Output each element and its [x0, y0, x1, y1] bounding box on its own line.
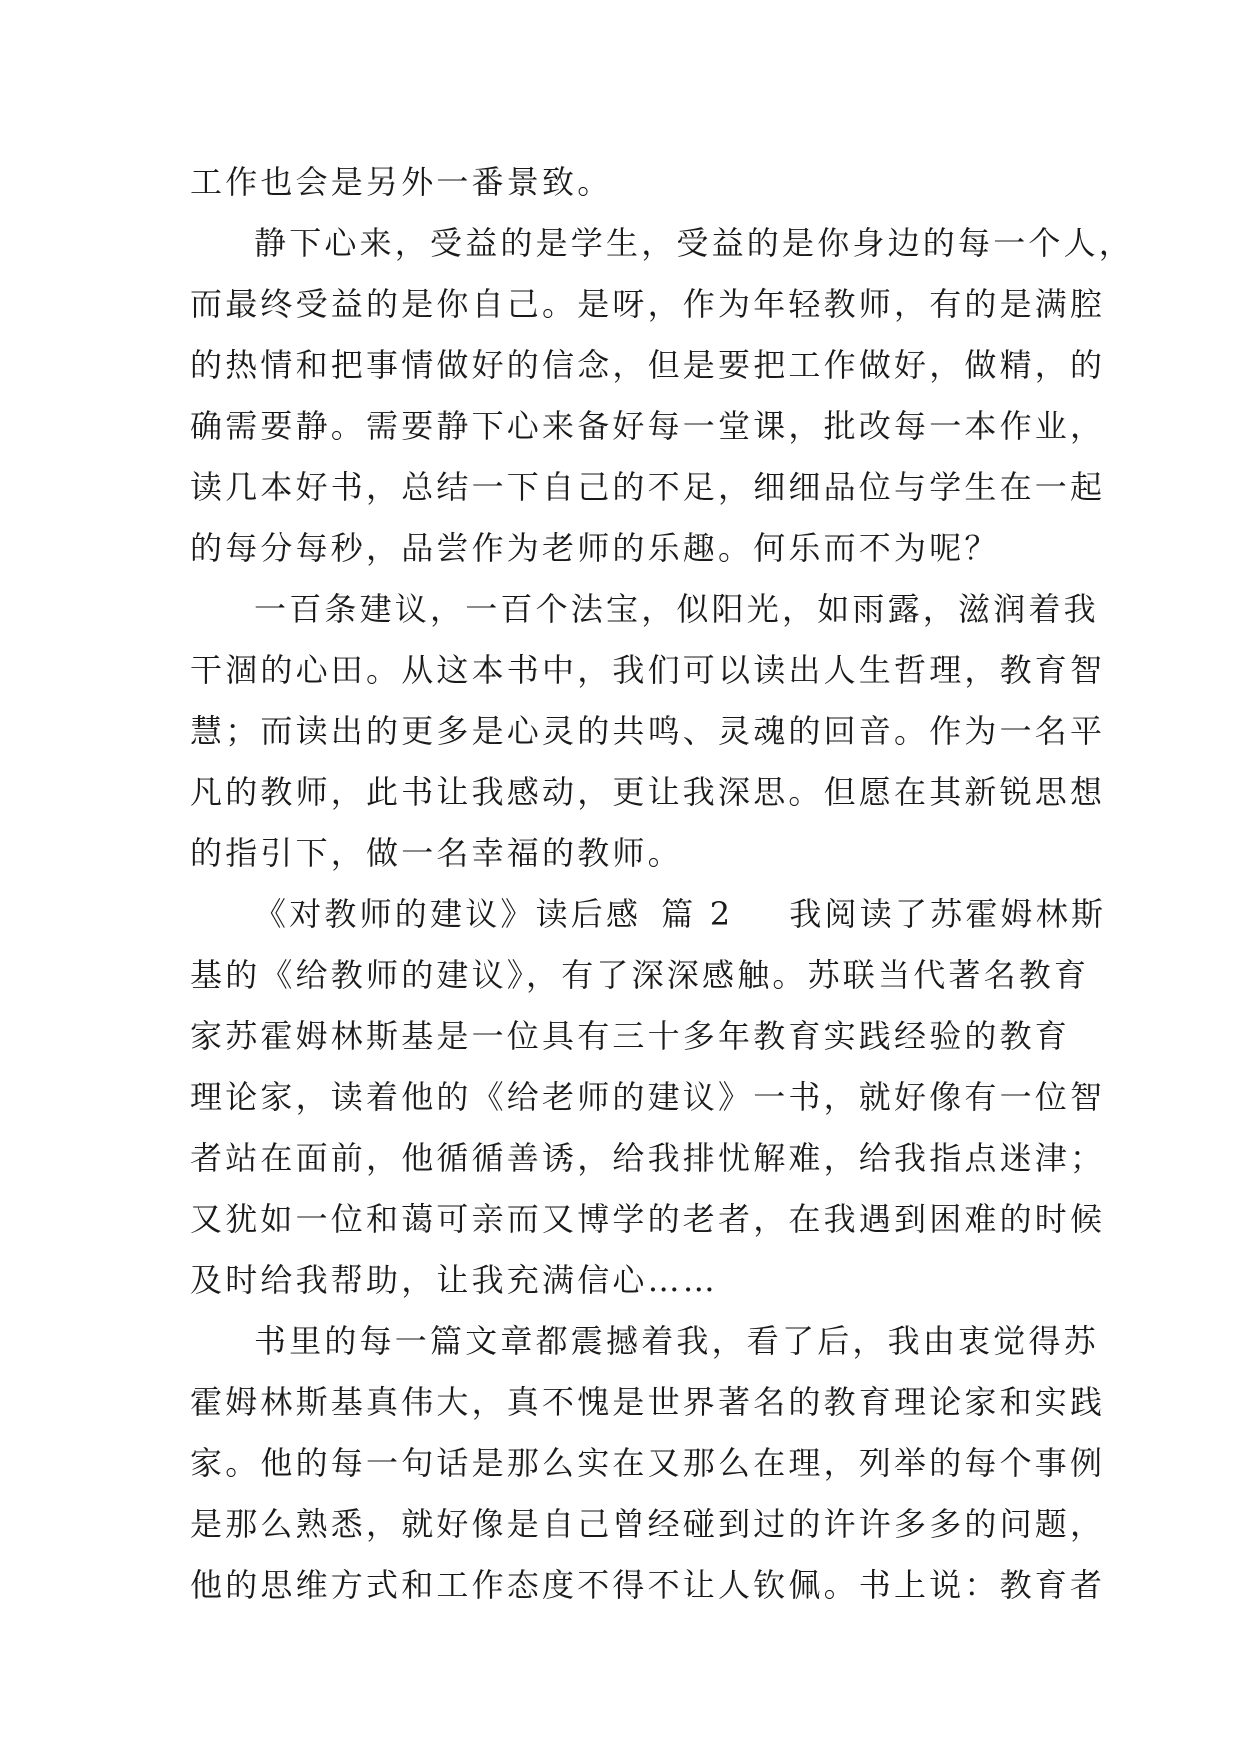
text-line: 霍姆林斯基真伟大，真不愧是世界著名的教育理论家和实践 [190, 1383, 1106, 1421]
text-line: 工作也会是另外一番景致。 [190, 163, 613, 201]
text-line: 干涸的心田。从这本书中，我们可以读出人生哲理，教育智 [190, 651, 1106, 689]
section-heading-line [190, 884, 1107, 945]
section-heading-title: 《对教师的建议》读后感 [254, 895, 642, 933]
text-line: 他的思维方式和工作态度不得不让人钦佩。书上说：教育者 [190, 1566, 1106, 1604]
text-line: 理论家，读着他的《给老师的建议》一书，就好像有一位智 [190, 1078, 1106, 1116]
text-line: 又犹如一位和蔼可亲而又博学的老者，在我遇到困难的时候 [190, 1200, 1106, 1238]
text-line: 基的《给教师的建议》，有了深深感触。苏联当代著名教育 [190, 956, 1090, 994]
text-line: 的指引下，做一名幸福的教师。 [190, 834, 683, 872]
text-line: 及时给我帮助，让我充满信心…… [190, 1261, 719, 1299]
text-line: 我阅读了苏霍姆林斯 [789, 895, 1107, 933]
text-line: 是那么熟悉，就好像是自己曾经碰到过的许许多多的问题， [190, 1505, 1106, 1543]
text-line: 静下心来，受益的是学生，受益的是你身边的每一个人， [254, 224, 1135, 262]
text-line: 确需要静。需要静下心来备好每一堂课，批改每一本作业， [190, 407, 1106, 445]
text-line: 的每分每秒，品尝作为老师的乐趣。何乐而不为呢？ [190, 529, 1000, 567]
text-line: 家苏霍姆林斯基是一位具有三十多年教育实践经验的教育 [190, 1017, 1071, 1055]
section-heading-part: 篇 2 [661, 895, 734, 933]
text-line: 的热情和把事情做好的信念，但是要把工作做好，做精，的 [190, 346, 1106, 384]
text-line: 而最终受益的是你自己。是呀，作为年轻教师，有的是满腔 [190, 285, 1106, 323]
text-line: 凡的教师，此书让我感动，更让我深思。但愿在其新锐思想 [190, 773, 1106, 811]
body-text [190, 152, 1135, 1616]
text-line: 一百条建议，一百个法宝，似阳光，如雨露，滋润着我 [254, 590, 1099, 628]
text-line: 慧；而读出的更多是心灵的共鸣、灵魂的回音。作为一名平 [190, 712, 1106, 750]
text-line: 家。他的每一句话是那么实在又那么在理，列举的每个事例 [190, 1444, 1106, 1482]
text-line: 读几本好书，总结一下自己的不足，细细品位与学生在一起 [190, 468, 1106, 506]
text-line: 者站在面前，他循循善诱，给我排忧解难，给我指点迷津； [190, 1139, 1106, 1177]
text-line: 书里的每一篇文章都震撼着我，看了后，我由衷觉得苏 [254, 1322, 1099, 1360]
